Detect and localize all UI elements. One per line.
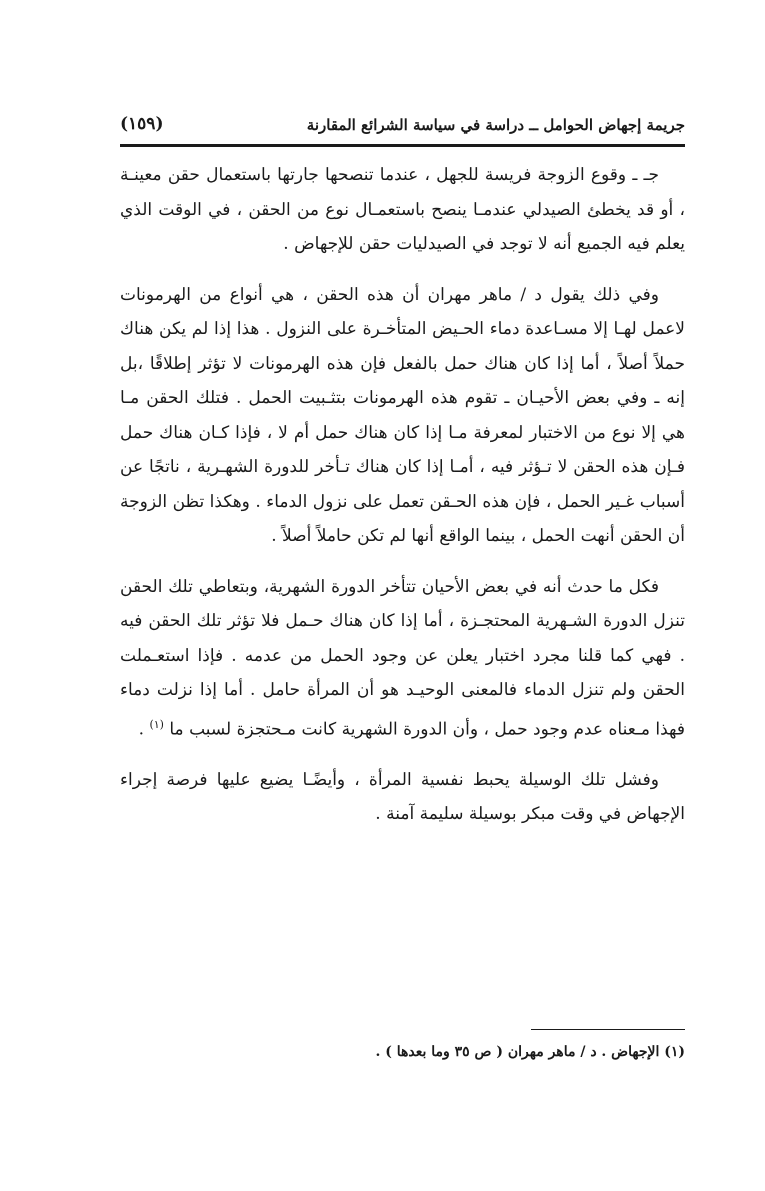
page-number: (١٥٩): [120, 114, 164, 134]
paragraph-1: جـ ـ وقوع الزوجة فريسة للجهل ، عندما تنصحها جارتها باستعمال حقن معينـة ، أو قد يخطئ الصيدلي عندمـا ينصح باستعمـال نوع من الحقن ، في الوقت الذي يعلم فيه الجميع أنه لا توجد في الصيدليات حقن للإجهاض .: [120, 165, 685, 254]
paragraph-4: وفشل تلك الوسيلة يحبط نفسية المرأة ، وأيضًـا يضيع عليها فرصة إجراء الإجهاض في وقت مبكر بوسيلة سليمة آمنة .: [120, 769, 685, 825]
header-title: جريمة إجهاض الحوامل ــ دراسة في سياسة الشرائع المقارنة: [306, 116, 685, 134]
running-header: [120, 110, 685, 147]
footnote-divider: [531, 1029, 685, 1030]
footnote: (١) الإجهاض . د / ماهر مهران ( ص ٣٥ وما بعدها ) .: [375, 1044, 685, 1060]
paragraph-2: وفي ذلك يقول د / ماهر مهران أن هذه الحقن ، هي أنواع من الهرمونات لاعمل لهـا إلا مسـاعدة دماء الحـيض المتأخـرة على النزول . هذا إذا لم يكن هناك حملاً أصلاً ، أما إذا كان هناك حمل بالفعل فإن هذه الهرمونات لا تؤثر إطلاقًا ،بل إنه ـ وفي بعض الأحيـان ـ تقوم هذه الهرمونات بتثـبيت الحمل . فتلك الحقن مـا هي إلا نوع من الاختبار لمعرفة مـا إذا كان هناك حمل أم لا ، فإذا كـان هناك حمل فـإن هذه الحقن لا تـؤثر فيه ، أمـا إذا كان هناك تـأخر للدورة الشهـرية ، ناتجًا عن أسباب غـير الحمل ، فإن هذه الحـقن تعمل على نزول الدماء . وهكذا تظن الزوجة أن الحقن أنهت الحمل ، بينما الواقع أنها لم تكن حاملاً أصلاً .: [120, 284, 685, 546]
body-text: [120, 158, 685, 848]
paragraph-3-text: فكل ما حدث أنه في بعض الأحيان تتأخر الدورة الشهرية، وبتعاطي تلك الحقن تنزل الدورة الشـهرية المحتجـزة ، أما إذا كان هناك حـمل فلا تؤثر تلك الحقن فيه . فهي كما قلنا مجرد اختبار يعلن عن وجود الحمل من عدمه . فإذا استعـملت الحقن ولم تنزل الدماء فالمعنى الوحيـد هو أن المرأة حامل . أما إذا نزلت دماء فهذا مـعناه عدم وجود حمل ، وأن الدورة الشهرية كانت مـحتجزة لسبب ما: [120, 576, 685, 740]
footnote-marker: (١): [149, 717, 164, 731]
paragraph-3: فكل ما حدث أنه في بعض الأحيان تتأخر الدورة الشهرية، وبتعاطي تلك الحقن تنزل الدورة الشـهرية المحتجـزة ، أما إذا كان هناك حـمل فلا تؤثر تلك الحقن فيه . فهي كما قلنا مجرد اختبار يعلن عن وجود الحمل من عدمه . فإذا استعـملت الحقن ولم تنزل الدماء فالمعنى الوحيـد هو أن المرأة حامل . أما إذا نزلت دماء فهذا مـعناه عدم وجود حمل ، وأن الدورة الشهرية كانت مـحتجزة لسبب ما $^{(١)}$ .: [120, 576, 685, 740]
